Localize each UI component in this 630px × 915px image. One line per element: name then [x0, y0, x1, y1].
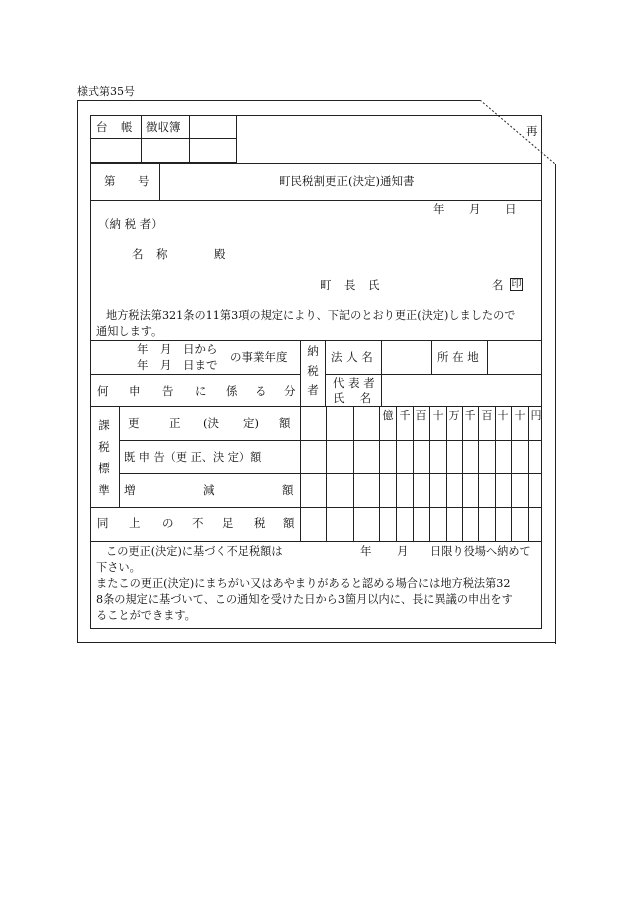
- name-label-b: 称: [156, 247, 168, 261]
- amount-col-2: [353, 406, 354, 541]
- amount-col-1: [326, 406, 327, 541]
- change-c1: 増: [124, 483, 136, 497]
- digit-oku: 億: [382, 409, 394, 422]
- correction-c4: 定): [243, 416, 259, 430]
- honorific: 殿: [214, 247, 226, 261]
- date-day: 日: [505, 202, 517, 216]
- kazei-label: 課 税 標 準: [98, 418, 110, 497]
- form-number-label: 様式第35号: [77, 85, 135, 98]
- noze-label: 納 税 者: [307, 344, 319, 397]
- digit-ju-3: 十: [514, 409, 526, 422]
- shortfall-c7: 額: [283, 516, 295, 530]
- page-title: 町民税割更正(決定)通知書: [279, 174, 415, 188]
- notice-line5: ることができます。: [96, 609, 196, 622]
- digit-hyaku-1: 百: [415, 409, 427, 422]
- amount-col-3: [379, 406, 380, 541]
- ledger-col-2: [189, 115, 190, 163]
- digit-en: 円: [530, 409, 542, 422]
- filing-c4: に: [195, 384, 207, 398]
- digit-sen-2: 千: [464, 409, 476, 422]
- filing-row-bottom: [90, 406, 542, 407]
- row-change-bottom: [90, 507, 542, 508]
- correction-c2: 正: [169, 416, 181, 430]
- notice-line1-year: 年: [360, 544, 372, 558]
- rep-label-b: 氏 名: [333, 391, 372, 405]
- notice-line1-b: 日限り役場へ納めて: [430, 545, 531, 558]
- digit-ju-1: 十: [432, 409, 444, 422]
- col-label-divider: [300, 340, 301, 541]
- period-row-bottom: [90, 374, 300, 375]
- amount-col-5: [413, 406, 414, 541]
- amount-col-11: [511, 406, 512, 541]
- period-from: 年 月 日から: [137, 342, 218, 356]
- address-label: 所 在 地: [437, 350, 479, 364]
- col-kazei-divider: [119, 406, 120, 507]
- shortfall-c2: 上: [129, 516, 141, 530]
- taxpayer-heading: （納 税 者）: [98, 217, 163, 231]
- corp-row-bottom: [325, 374, 542, 375]
- period-to: 年 月 日まで: [137, 358, 218, 372]
- change-c2: 減: [203, 483, 215, 497]
- shortfall-c3: の: [162, 516, 174, 530]
- correction-c5: 額: [279, 416, 291, 430]
- notice-line1-month: 月: [397, 544, 409, 558]
- amount-col-9: [478, 406, 479, 541]
- amount-col-6: [429, 406, 430, 541]
- digit-hyaku-2: 百: [481, 409, 493, 422]
- row-shortfall-bottom: [90, 541, 542, 542]
- name-label-a: 名: [132, 247, 144, 261]
- shortfall-c6: 税: [254, 516, 266, 530]
- filing-c6: る: [255, 384, 267, 398]
- ledger-divider: [90, 138, 237, 139]
- daicho-label-a: 台: [96, 120, 108, 134]
- filing-c2: 申: [129, 384, 141, 398]
- corp-name-label: 法 人 名: [331, 350, 373, 364]
- choshubo-label: 徴収簿: [146, 120, 181, 134]
- col-address-divider-2: [487, 340, 488, 374]
- notice-line4: 8条の規定に基づいて、この通知を受けた日から3箇月以内に、長に異議の申出をす: [96, 593, 513, 606]
- mayor-a: 町: [320, 278, 332, 292]
- rep-label-a: 代 表 者: [333, 376, 375, 390]
- amount-col-12: [528, 406, 529, 541]
- title-row-bottom: [90, 200, 542, 201]
- change-c3: 額: [282, 483, 294, 497]
- mayor-mei: 名: [492, 278, 504, 292]
- amount-col-4: [396, 406, 397, 541]
- filing-c3: 告: [162, 384, 174, 398]
- intro-line-2: 通知します。: [96, 325, 163, 338]
- notice-line3: またこの更正(決定)にまちがい又はあやまりがあると認める場合には地方税法第32: [96, 577, 511, 590]
- existing-label: 既 申 告（更 正、決 定）額: [124, 451, 262, 464]
- ledger-col-1: [141, 115, 142, 163]
- shortfall-c4: 不: [192, 516, 204, 530]
- digit-man: 万: [448, 409, 460, 422]
- col-address-divider-1: [431, 340, 432, 374]
- mayor-c: 氏: [368, 278, 380, 292]
- shortfall-c5: 足: [222, 516, 234, 530]
- notice-line1-a: この更正(決定)に基づく不足税額は: [106, 545, 283, 558]
- date-year: 年: [433, 202, 445, 216]
- correction-c3: (決: [203, 416, 219, 430]
- shortfall-c1: 同: [97, 516, 109, 530]
- amount-col-8: [462, 406, 463, 541]
- filing-c1: 何: [97, 384, 109, 398]
- date-month: 月: [469, 202, 481, 216]
- amount-col-7: [446, 406, 447, 541]
- title-row-top: [90, 163, 542, 164]
- intro-line-1: 地方税法第321条の11第3項の規定により、下記のとおり更正(決定)しましたので: [106, 309, 516, 322]
- daicho-label-b: 帳: [121, 120, 133, 134]
- mayor-b: 長: [344, 278, 356, 292]
- filing-c5: 係: [226, 384, 238, 398]
- amount-col-10: [495, 406, 496, 541]
- outer-border-top: [77, 100, 480, 101]
- title-row-divider: [159, 163, 160, 200]
- table-top: [90, 340, 542, 341]
- correction-c1: 更: [128, 416, 140, 430]
- col-rep-divider: [381, 374, 382, 406]
- period-suffix: の事業年度: [230, 350, 288, 364]
- seal-box: 印: [511, 279, 522, 290]
- re-label: 再: [526, 124, 538, 138]
- col-corp-divider: [381, 340, 382, 374]
- outer-border-right: [555, 164, 556, 644]
- digit-ju-2: 十: [497, 409, 509, 422]
- notice-line2: 下さい。: [96, 561, 141, 574]
- digit-sen-1: 千: [399, 409, 411, 422]
- filing-c7: 分: [284, 384, 296, 398]
- col-noze-divider: [325, 340, 326, 406]
- number-label-a: 第: [104, 174, 116, 188]
- number-label-b: 号: [138, 174, 150, 188]
